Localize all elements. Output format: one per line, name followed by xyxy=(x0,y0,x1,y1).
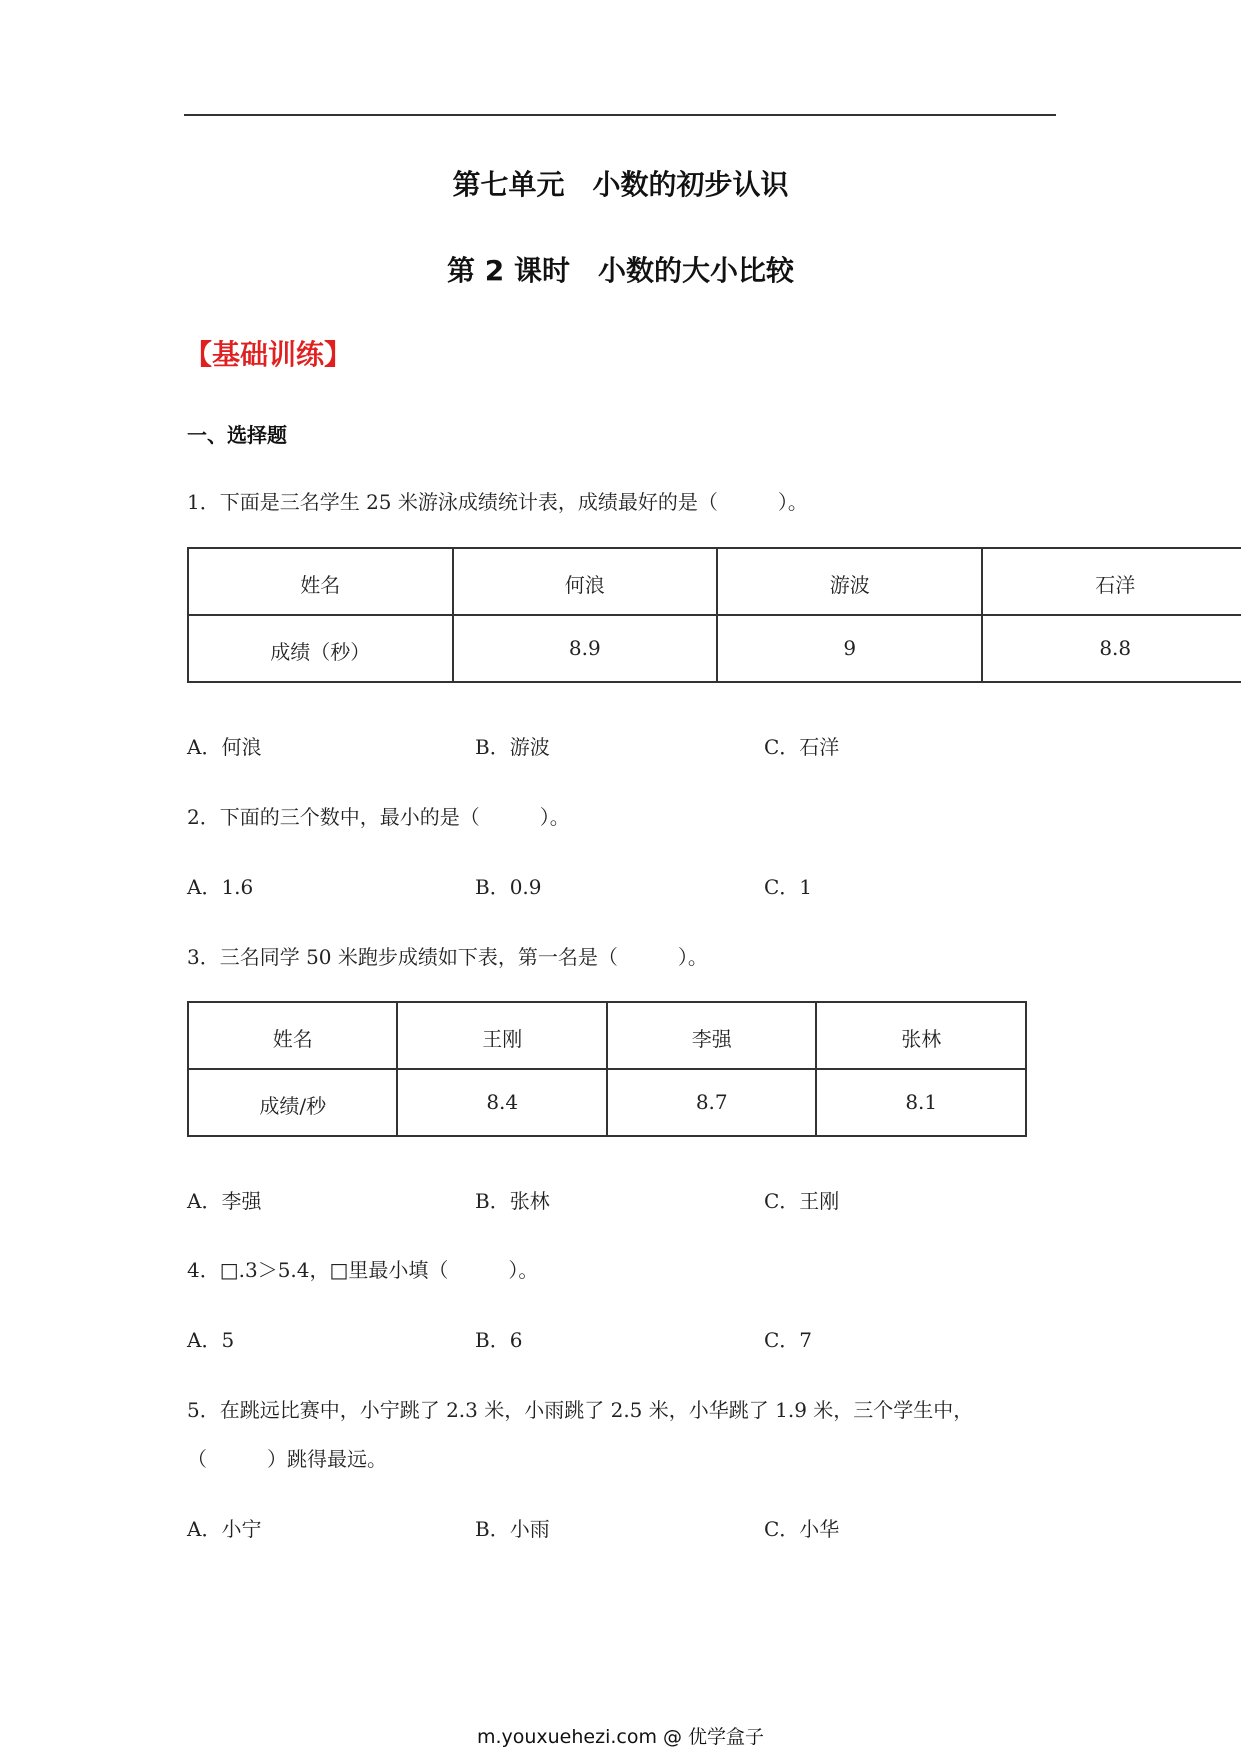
table-cell: 何浪 xyxy=(453,548,717,615)
question-2-option-b[interactable]: B．0.9 xyxy=(475,875,542,899)
table-row xyxy=(188,615,1241,682)
table-cell: 李强 xyxy=(607,1002,817,1069)
question-3-table xyxy=(187,1001,1027,1137)
question-1-option-a[interactable]: A．何浪 xyxy=(187,735,262,759)
table-cell: 王刚 xyxy=(397,1002,607,1069)
table-cell: 8.9 xyxy=(453,615,717,682)
question-4-stem: 4．□.3＞5.4，□里最小填（ ）。 xyxy=(187,1258,539,1282)
table-cell: 8.1 xyxy=(816,1069,1026,1136)
question-3-option-b[interactable]: B．张林 xyxy=(475,1189,550,1213)
table-cell: 8.4 xyxy=(397,1069,607,1136)
section-heading: 一、选择题 xyxy=(187,423,287,447)
table-cell: 成绩/秒 xyxy=(188,1069,397,1136)
question-5-option-a[interactable]: A．小宁 xyxy=(187,1517,262,1541)
question-5-option-c[interactable]: C．小华 xyxy=(764,1517,840,1541)
question-2-stem: 2．下面的三个数中，最小的是（ ）。 xyxy=(187,805,570,829)
question-5-stem-line-2: （ ）跳得最远。 xyxy=(187,1447,387,1471)
footer-watermark: m.youxuehezi.com @ 优学盒子 xyxy=(476,1726,765,1748)
table-row xyxy=(188,1002,1026,1069)
question-4-option-a[interactable]: A．5 xyxy=(187,1328,235,1352)
question-1-option-b[interactable]: B．游波 xyxy=(475,735,550,759)
table-cell: 张林 xyxy=(816,1002,1026,1069)
question-4-option-b[interactable]: B．6 xyxy=(475,1328,523,1352)
question-1-option-c[interactable]: C．石洋 xyxy=(764,735,840,759)
table-cell: 姓名 xyxy=(188,548,453,615)
question-2-option-a[interactable]: A．1.6 xyxy=(187,875,254,899)
table-cell: 石洋 xyxy=(982,548,1241,615)
lesson-title: 第 2 课时 小数的大小比较 xyxy=(447,254,794,287)
table-cell: 9 xyxy=(717,615,982,682)
question-1-stem: 1．下面是三名学生 25 米游泳成绩统计表，成绩最好的是（ ）。 xyxy=(187,490,808,514)
unit-title: 第七单元 小数的初步认识 xyxy=(452,168,789,201)
question-1-table xyxy=(187,547,1241,683)
question-3-option-a[interactable]: A．李强 xyxy=(187,1189,262,1213)
table-cell: 8.8 xyxy=(982,615,1241,682)
question-2-option-c[interactable]: C．1 xyxy=(764,875,813,899)
table-cell: 8.7 xyxy=(607,1069,817,1136)
question-5-option-b[interactable]: B．小雨 xyxy=(475,1517,550,1541)
table-cell: 成绩（秒） xyxy=(188,615,453,682)
table-row xyxy=(188,1069,1026,1136)
question-4-option-c[interactable]: C．7 xyxy=(764,1328,813,1352)
question-5-stem: 5．在跳远比赛中，小宁跳了 2.3 米，小雨跳了 2.5 米，小华跳了 1.9 米，三个学生中， xyxy=(187,1398,974,1422)
table-cell: 游波 xyxy=(717,548,982,615)
question-3-option-c[interactable]: C．王刚 xyxy=(764,1189,840,1213)
section-badge: 【基础训练】 xyxy=(184,338,353,371)
table-row xyxy=(188,548,1241,615)
header-rule xyxy=(184,114,1056,116)
table-cell: 姓名 xyxy=(188,1002,397,1069)
question-3-stem: 3．三名同学 50 米跑步成绩如下表，第一名是（ ）。 xyxy=(187,945,708,969)
